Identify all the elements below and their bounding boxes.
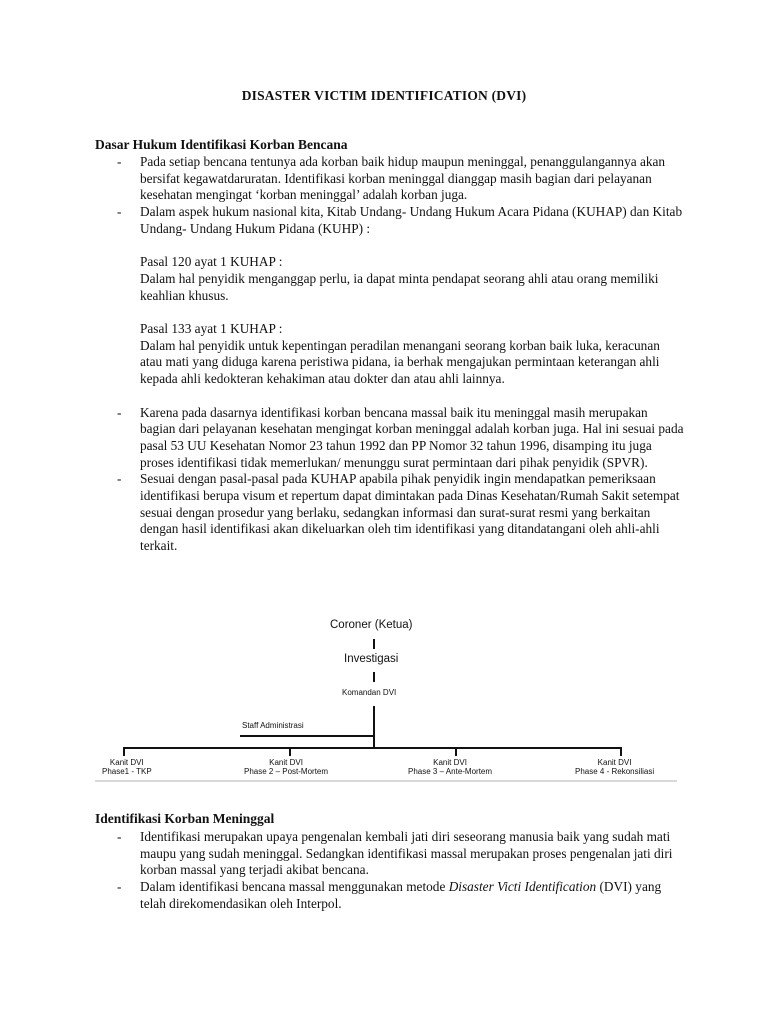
- section-heading-identifikasi: Identifikasi Korban Meninggal: [95, 811, 275, 826]
- kanit-label: Kanit DVI: [109, 758, 144, 767]
- connector-line: [373, 706, 375, 748]
- bullet-dash: -: [117, 204, 122, 220]
- paragraph: Karena pada dasarnya identifikasi korban bencana massal baik itu meninggal masih merupakan bagian dari pelayanan kesehatan mengingat korban meninggal adalah korban juga. Hal ini sesuai pada pasal 53 UU Kesehatan Nomor 23 tahun 1992 dan PP Nomor 32 tahun 1996, disamping itu juga proses identifikasi tidak memerlukan/ menunggu surat permintaan dari pihak penyidik (SPVR).: [140, 404, 684, 470]
- kanit-label: Kanit DVI: [269, 758, 303, 767]
- paragraph: Dalam hal penyidik menganggap perlu, ia dapat minta pendapat seorang ahli atau orang memiliki keahlian khusus.: [140, 270, 659, 303]
- node-investigasi: Investigasi: [344, 653, 399, 665]
- bullet-dash: -: [117, 829, 122, 844]
- dvi-org-chart: [90, 614, 680, 789]
- kanit-label: Kanit DVI: [433, 758, 467, 767]
- node-phase-2: [244, 758, 328, 776]
- connector-line: [455, 747, 457, 756]
- paragraph: Dalam hal penyidik untuk kepentingan peradilan menangani seorang korban baik luka, keracunan atau mati yang diduga karena peristiwa pidana, ia berhak mengajukan permintaan keterangan ahli kepada ahli kedokteran kehakiman atau dokter dan atau ahli lainnya.: [140, 337, 660, 387]
- document-title: DISASTER VICTIM IDENTIFICATION (DVI): [241, 88, 527, 103]
- node-phase-4: [575, 758, 654, 776]
- paragraph: Identifikasi merupakan upaya pengenalan kembali jati diri seseorang manusia baik yang sudah mati maupu yang sudah meninggal. Sedangkan identifikasi massal merupakan proses pengenalan jati diri korban massal yang terjadi akibat bencana.: [140, 829, 673, 878]
- bullet-dash: -: [117, 471, 122, 487]
- phase-label: Phase 3 – Ante-Mortem: [408, 767, 493, 776]
- phase-label: Phase1 - TKP: [102, 767, 152, 776]
- paragraph: [140, 879, 685, 912]
- pasal-133-title: Pasal 133 ayat 1 KUHAP :: [140, 321, 283, 336]
- divider: [95, 780, 677, 782]
- kanit-label: Kanit DVI: [597, 758, 632, 767]
- phase-label: Phase 2 – Post-Mortem: [244, 767, 329, 776]
- list-item: [95, 879, 685, 912]
- paragraph: Sesuai dengan pasal-pasal pada KUHAP apabila pihak penyidik ingin mendapatkan pemeriksaan identifikasi berupa visum et repertum dapat dimintakan pada Dinas Kesehatan/Rumah Sakit setempat sesuai dengan prosedur yang berlaku, sedangkan informasi dan surat-surat resmi yang berkaitan dengan hasil identifikasi akan dikeluarkan oleh tim identifikasi yang ditandatangani oleh ahli-ahli terkait.: [140, 471, 680, 554]
- connector-line: [373, 639, 375, 649]
- section-heading-dasar-hukum: Dasar Hukum Identifikasi Korban Bencana: [95, 137, 348, 152]
- phase-label: Phase 4 - Rekonsiliasi: [575, 767, 655, 776]
- method-name: Disaster Victi Identification: [448, 879, 597, 895]
- text-span: Dalam identifikasi bencana massal menggunakan metode: [140, 879, 449, 895]
- paragraph: Dalam aspek hukum nasional kita, Kitab Undang- Undang Hukum Acara Pidana (KUHAP) dan Kitab Undang- Undang Hukum Pidana (KUHP) :: [140, 204, 683, 236]
- node-komandan-dvi: Komandan DVI: [342, 688, 397, 697]
- bullet-dash: -: [117, 404, 122, 420]
- connector-line: [289, 747, 291, 756]
- section2-list: [95, 829, 685, 913]
- list-item: [95, 829, 685, 879]
- connector-line: [240, 735, 373, 737]
- connector-line: [373, 672, 375, 682]
- text-span: (DVI) yang telah direkomendasikan oleh Interpol.: [140, 879, 662, 911]
- bullet-dash: -: [117, 154, 122, 169]
- node-staff-administrasi: Staff Administrasi: [242, 721, 304, 730]
- section1-list: [95, 154, 685, 555]
- connector-line: [620, 747, 622, 756]
- bullet-dash: -: [117, 879, 122, 895]
- list-item: [95, 154, 685, 204]
- connector-line: [123, 747, 621, 749]
- list-item: [95, 471, 685, 555]
- list-item: [95, 204, 685, 404]
- paragraph: Pada setiap bencana tentunya ada korban baik hidup maupun meninggal, penanggulangannya akan bersifat kegawatdaruratan. Identifikasi korban meninggal dianggap masih bagian dari pelayanan kesehatan mengingat ‘korban meninggal’ adalah korban juga.: [140, 154, 666, 203]
- pasal-120-title: Pasal 120 ayat 1 KUHAP :: [140, 254, 283, 270]
- node-coroner: Coroner (Ketua): [330, 619, 413, 631]
- node-phase-1: [102, 758, 152, 776]
- connector-line: [123, 747, 125, 756]
- list-item: [95, 405, 685, 472]
- node-phase-3: [408, 758, 492, 776]
